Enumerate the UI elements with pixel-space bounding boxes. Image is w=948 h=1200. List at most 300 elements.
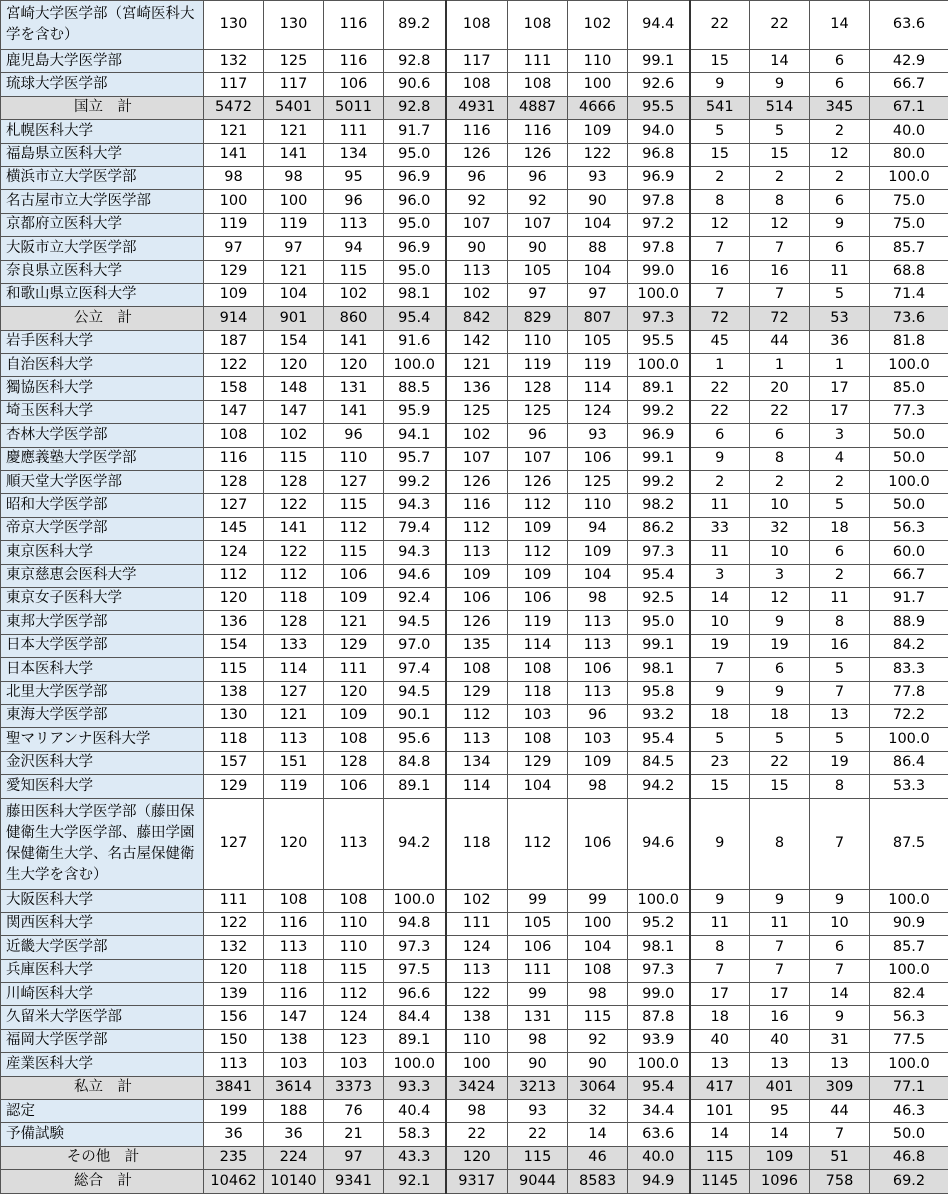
- value-cell: 11: [810, 587, 870, 610]
- value-cell: 5: [810, 728, 870, 751]
- value-cell: 94.6: [384, 564, 446, 587]
- value-cell: 100.0: [628, 1053, 690, 1076]
- value-cell: 53.3: [870, 775, 948, 798]
- value-cell: 7: [810, 1123, 870, 1146]
- value-cell: 76: [324, 1100, 384, 1123]
- value-cell: 125: [568, 471, 628, 494]
- value-cell: 108: [204, 424, 264, 447]
- value-cell: 122: [264, 494, 324, 517]
- value-cell: 100.0: [870, 959, 948, 982]
- value-cell: 130: [264, 1, 324, 50]
- value-cell: 135: [446, 634, 508, 657]
- value-cell: 121: [204, 120, 264, 143]
- value-cell: 98.1: [384, 283, 446, 306]
- table-row: [1, 1029, 948, 1052]
- value-cell: 46.8: [870, 1146, 948, 1169]
- value-cell: 108: [446, 1, 508, 50]
- value-cell: 5: [690, 120, 750, 143]
- value-cell: 9: [750, 73, 810, 96]
- value-cell: 235: [204, 1146, 264, 1169]
- table-row: [1, 681, 948, 704]
- value-cell: 95.0: [628, 611, 690, 634]
- value-cell: 112: [508, 798, 568, 889]
- value-cell: 99.0: [628, 260, 690, 283]
- value-cell: 98.1: [628, 936, 690, 959]
- value-cell: 94.2: [384, 798, 446, 889]
- value-cell: 16: [750, 260, 810, 283]
- value-cell: 9044: [508, 1170, 568, 1193]
- value-cell: 114: [568, 377, 628, 400]
- school-name-cell: 帝京大学医学部: [1, 517, 204, 540]
- value-cell: 108: [508, 658, 568, 681]
- value-cell: 125: [508, 400, 568, 423]
- value-cell: 96.6: [384, 983, 446, 1006]
- value-cell: 44: [810, 1100, 870, 1123]
- value-cell: 6: [810, 50, 870, 73]
- value-cell: 96.0: [384, 190, 446, 213]
- value-cell: 85.0: [870, 377, 948, 400]
- value-cell: 90: [568, 1053, 628, 1076]
- value-cell: 23: [690, 751, 750, 774]
- value-cell: 60.0: [870, 541, 948, 564]
- value-cell: 138: [446, 1006, 508, 1029]
- school-name-cell: 金沢医科大学: [1, 751, 204, 774]
- value-cell: 136: [446, 377, 508, 400]
- value-cell: 97.8: [628, 190, 690, 213]
- value-cell: 112: [264, 564, 324, 587]
- value-cell: 7: [750, 283, 810, 306]
- value-cell: 116: [446, 120, 508, 143]
- value-cell: 95.4: [628, 564, 690, 587]
- value-cell: 99.2: [384, 471, 446, 494]
- value-cell: 1: [810, 354, 870, 377]
- value-cell: 7: [810, 798, 870, 889]
- value-cell: 90: [508, 1053, 568, 1076]
- value-cell: 7: [690, 237, 750, 260]
- value-cell: 22: [690, 377, 750, 400]
- value-cell: 109: [568, 541, 628, 564]
- school-name-cell: 東京医科大学: [1, 541, 204, 564]
- value-cell: 2: [810, 471, 870, 494]
- value-cell: 50.0: [870, 424, 948, 447]
- value-cell: 113: [324, 798, 384, 889]
- value-cell: 86.2: [628, 517, 690, 540]
- value-cell: 119: [568, 354, 628, 377]
- value-cell: 13: [810, 1053, 870, 1076]
- value-cell: 90: [508, 237, 568, 260]
- value-cell: 113: [446, 260, 508, 283]
- value-cell: 79.4: [384, 517, 446, 540]
- value-cell: 109: [750, 1146, 810, 1169]
- value-cell: 7: [750, 936, 810, 959]
- value-cell: 2: [690, 471, 750, 494]
- value-cell: 16: [810, 634, 870, 657]
- school-name-cell: 近畿大学医学部: [1, 936, 204, 959]
- value-cell: 141: [264, 517, 324, 540]
- value-cell: 10462: [204, 1170, 264, 1193]
- value-cell: 107: [508, 447, 568, 470]
- school-name-cell: 岩手医科大学: [1, 330, 204, 353]
- value-cell: 110: [446, 1029, 508, 1052]
- value-cell: 40.0: [628, 1146, 690, 1169]
- value-cell: 100.0: [870, 471, 948, 494]
- value-cell: 157: [204, 751, 264, 774]
- value-cell: 106: [508, 587, 568, 610]
- school-name-cell: 産業医科大学: [1, 1053, 204, 1076]
- value-cell: 147: [264, 1006, 324, 1029]
- value-cell: 18: [690, 704, 750, 727]
- value-cell: 7: [690, 283, 750, 306]
- table-row: [1, 213, 948, 236]
- value-cell: 114: [446, 775, 508, 798]
- value-cell: 85.7: [870, 936, 948, 959]
- value-cell: 121: [446, 354, 508, 377]
- table-row: [1, 166, 948, 189]
- value-cell: 93.2: [628, 704, 690, 727]
- value-cell: 8: [690, 190, 750, 213]
- value-cell: 20: [750, 377, 810, 400]
- value-cell: 18: [750, 704, 810, 727]
- value-cell: 10: [810, 912, 870, 935]
- school-name-cell: 藤田医科大学医学部（藤田保健衛生大学医学部、藤田学園保健衛生大学、名古屋保健衛生大学を含む）: [1, 798, 204, 889]
- value-cell: 7: [690, 959, 750, 982]
- table-row: [1, 751, 948, 774]
- value-cell: 2: [750, 166, 810, 189]
- value-cell: 126: [508, 143, 568, 166]
- value-cell: 2: [810, 120, 870, 143]
- value-cell: 22: [750, 1, 810, 50]
- value-cell: 102: [446, 424, 508, 447]
- value-cell: 100.0: [870, 1053, 948, 1076]
- value-cell: 123: [324, 1029, 384, 1052]
- value-cell: 100.0: [870, 354, 948, 377]
- value-cell: 111: [508, 959, 568, 982]
- value-cell: 56.3: [870, 517, 948, 540]
- value-cell: 12: [690, 213, 750, 236]
- value-cell: 12: [750, 587, 810, 610]
- value-cell: 5: [810, 658, 870, 681]
- value-cell: 120: [204, 587, 264, 610]
- value-cell: 758: [810, 1170, 870, 1193]
- value-cell: 97.3: [628, 541, 690, 564]
- value-cell: 417: [690, 1076, 750, 1099]
- value-cell: 32: [568, 1100, 628, 1123]
- value-cell: 107: [446, 447, 508, 470]
- value-cell: 7: [750, 237, 810, 260]
- value-cell: 33: [690, 517, 750, 540]
- value-cell: 4887: [508, 96, 568, 119]
- value-cell: 13: [810, 704, 870, 727]
- value-cell: 77.8: [870, 681, 948, 704]
- value-cell: 113: [446, 541, 508, 564]
- value-cell: 3: [750, 564, 810, 587]
- value-cell: 109: [324, 587, 384, 610]
- value-cell: 111: [508, 50, 568, 73]
- value-cell: 98: [568, 775, 628, 798]
- value-cell: 12: [810, 143, 870, 166]
- value-cell: 95.2: [628, 912, 690, 935]
- value-cell: 9: [690, 681, 750, 704]
- value-cell: 154: [204, 634, 264, 657]
- value-cell: 94.3: [384, 494, 446, 517]
- value-cell: 122: [568, 143, 628, 166]
- school-name-cell: 私立 計: [1, 1076, 204, 1099]
- value-cell: 11: [750, 912, 810, 935]
- value-cell: 72: [750, 307, 810, 330]
- value-cell: 73.6: [870, 307, 948, 330]
- value-cell: 8: [750, 190, 810, 213]
- value-cell: 3: [690, 564, 750, 587]
- value-cell: 1096: [750, 1170, 810, 1193]
- value-cell: 116: [446, 494, 508, 517]
- value-cell: 97.2: [628, 213, 690, 236]
- value-cell: 84.4: [384, 1006, 446, 1029]
- table-row: [1, 634, 948, 657]
- value-cell: 102: [446, 889, 508, 912]
- value-cell: 92.8: [384, 50, 446, 73]
- value-cell: 81.8: [870, 330, 948, 353]
- value-cell: 109: [324, 704, 384, 727]
- value-cell: 108: [446, 658, 508, 681]
- value-cell: 110: [324, 912, 384, 935]
- value-cell: 31: [810, 1029, 870, 1052]
- value-cell: 115: [324, 959, 384, 982]
- subtotal-row: [1, 1146, 948, 1169]
- value-cell: 148: [264, 377, 324, 400]
- table-row: [1, 889, 948, 912]
- value-cell: 94.1: [384, 424, 446, 447]
- value-cell: 97: [324, 1146, 384, 1169]
- value-cell: 129: [446, 681, 508, 704]
- value-cell: 126: [446, 611, 508, 634]
- value-cell: 127: [264, 681, 324, 704]
- value-cell: 3213: [508, 1076, 568, 1099]
- value-cell: 95.0: [384, 260, 446, 283]
- value-cell: 6: [810, 190, 870, 213]
- value-cell: 14: [810, 983, 870, 1006]
- table-row: [1, 587, 948, 610]
- value-cell: 14: [690, 587, 750, 610]
- value-cell: 11: [690, 541, 750, 564]
- value-cell: 116: [324, 1, 384, 50]
- value-cell: 142: [446, 330, 508, 353]
- value-cell: 14: [750, 1123, 810, 1146]
- value-cell: 94.8: [384, 912, 446, 935]
- value-cell: 96: [324, 424, 384, 447]
- value-cell: 95.7: [384, 447, 446, 470]
- value-cell: 10: [690, 611, 750, 634]
- school-name-cell: 認定: [1, 1100, 204, 1123]
- school-name-cell: 宮崎大学医学部（宮崎医科大学を含む）: [1, 1, 204, 50]
- subtotal-row: [1, 307, 948, 330]
- value-cell: 99.2: [628, 400, 690, 423]
- school-name-cell: 北里大学医学部: [1, 681, 204, 704]
- school-name-cell: 久留米大学医学部: [1, 1006, 204, 1029]
- value-cell: 106: [324, 564, 384, 587]
- value-cell: 121: [264, 260, 324, 283]
- value-cell: 147: [204, 400, 264, 423]
- school-name-cell: 埼玉医科大学: [1, 400, 204, 423]
- value-cell: 188: [264, 1100, 324, 1123]
- value-cell: 124: [324, 1006, 384, 1029]
- school-name-cell: 福岡大学医学部: [1, 1029, 204, 1052]
- value-cell: 93: [568, 424, 628, 447]
- value-cell: 102: [324, 283, 384, 306]
- value-cell: 94.0: [628, 120, 690, 143]
- value-cell: 88.9: [870, 611, 948, 634]
- value-cell: 6: [810, 541, 870, 564]
- value-cell: 40.4: [384, 1100, 446, 1123]
- value-cell: 125: [446, 400, 508, 423]
- value-cell: 121: [264, 120, 324, 143]
- value-cell: 68.8: [870, 260, 948, 283]
- value-cell: 95.6: [384, 728, 446, 751]
- value-cell: 89.1: [628, 377, 690, 400]
- value-cell: 5: [750, 120, 810, 143]
- value-cell: 42.9: [870, 50, 948, 73]
- school-name-cell: 聖マリアンナ医科大学: [1, 728, 204, 751]
- value-cell: 110: [508, 330, 568, 353]
- value-cell: 115: [324, 541, 384, 564]
- value-cell: 122: [264, 541, 324, 564]
- school-name-cell: 奈良県立医科大学: [1, 260, 204, 283]
- value-cell: 102: [568, 1, 628, 50]
- value-cell: 309: [810, 1076, 870, 1099]
- value-cell: 109: [568, 120, 628, 143]
- table-row: [1, 611, 948, 634]
- value-cell: 69.2: [870, 1170, 948, 1193]
- value-cell: 9: [750, 889, 810, 912]
- school-name-cell: 獨協医科大学: [1, 377, 204, 400]
- value-cell: 112: [446, 517, 508, 540]
- value-cell: 115: [690, 1146, 750, 1169]
- value-cell: 82.4: [870, 983, 948, 1006]
- value-cell: 100: [204, 190, 264, 213]
- value-cell: 117: [204, 73, 264, 96]
- value-cell: 15: [750, 775, 810, 798]
- value-cell: 19: [690, 634, 750, 657]
- table-row: [1, 564, 948, 587]
- value-cell: 103: [264, 1053, 324, 1076]
- value-cell: 103: [324, 1053, 384, 1076]
- table-row: [1, 237, 948, 260]
- value-cell: 96.8: [628, 143, 690, 166]
- value-cell: 15: [750, 143, 810, 166]
- value-cell: 6: [810, 237, 870, 260]
- value-cell: 19: [810, 751, 870, 774]
- value-cell: 90.6: [384, 73, 446, 96]
- value-cell: 18: [810, 517, 870, 540]
- value-cell: 105: [508, 912, 568, 935]
- value-cell: 119: [264, 775, 324, 798]
- value-cell: 120: [324, 681, 384, 704]
- value-cell: 50.0: [870, 1123, 948, 1146]
- school-name-cell: 慶應義塾大学医学部: [1, 447, 204, 470]
- value-cell: 86.4: [870, 751, 948, 774]
- value-cell: 99: [568, 889, 628, 912]
- value-cell: 118: [264, 587, 324, 610]
- value-cell: 116: [508, 120, 568, 143]
- table-row: [1, 1123, 948, 1146]
- value-cell: 14: [690, 1123, 750, 1146]
- value-cell: 116: [324, 50, 384, 73]
- value-cell: 16: [750, 1006, 810, 1029]
- value-cell: 9: [690, 447, 750, 470]
- school-name-cell: 京都府立医科大学: [1, 213, 204, 236]
- table-row: [1, 120, 948, 143]
- value-cell: 100.0: [870, 166, 948, 189]
- value-cell: 16: [690, 260, 750, 283]
- table-row: [1, 190, 948, 213]
- school-name-cell: 札幌医科大学: [1, 120, 204, 143]
- value-cell: 100: [568, 912, 628, 935]
- value-cell: 95.5: [628, 330, 690, 353]
- value-cell: 9: [810, 889, 870, 912]
- value-cell: 118: [264, 959, 324, 982]
- value-cell: 104: [568, 260, 628, 283]
- value-cell: 98: [508, 1029, 568, 1052]
- value-cell: 63.6: [628, 1123, 690, 1146]
- value-cell: 113: [324, 213, 384, 236]
- value-cell: 125: [264, 50, 324, 73]
- school-name-cell: 名古屋市立大学医学部: [1, 190, 204, 213]
- value-cell: 75.0: [870, 213, 948, 236]
- value-cell: 22: [690, 1, 750, 50]
- value-cell: 127: [324, 471, 384, 494]
- value-cell: 3424: [446, 1076, 508, 1099]
- value-cell: 100.0: [384, 354, 446, 377]
- value-cell: 114: [264, 658, 324, 681]
- value-cell: 104: [264, 283, 324, 306]
- value-cell: 22: [446, 1123, 508, 1146]
- value-cell: 40: [690, 1029, 750, 1052]
- value-cell: 139: [204, 983, 264, 1006]
- value-cell: 115: [324, 260, 384, 283]
- table-row: [1, 704, 948, 727]
- value-cell: 88.5: [384, 377, 446, 400]
- value-cell: 110: [568, 50, 628, 73]
- value-cell: 2: [810, 564, 870, 587]
- value-cell: 130: [204, 1, 264, 50]
- school-name-cell: 杏林大学医学部: [1, 424, 204, 447]
- value-cell: 5: [690, 728, 750, 751]
- school-name-cell: 愛知医科大学: [1, 775, 204, 798]
- value-cell: 105: [508, 260, 568, 283]
- value-cell: 860: [324, 307, 384, 330]
- school-name-cell: 公立 計: [1, 307, 204, 330]
- value-cell: 84.5: [628, 751, 690, 774]
- value-cell: 842: [446, 307, 508, 330]
- value-cell: 99.1: [628, 447, 690, 470]
- value-cell: 95.8: [628, 681, 690, 704]
- school-name-cell: 昭和大学医学部: [1, 494, 204, 517]
- value-cell: 121: [264, 704, 324, 727]
- school-name-cell: 予備試験: [1, 1123, 204, 1146]
- value-cell: 106: [324, 775, 384, 798]
- value-cell: 32: [750, 517, 810, 540]
- value-cell: 91.7: [870, 587, 948, 610]
- value-cell: 113: [204, 1053, 264, 1076]
- value-cell: 2: [750, 471, 810, 494]
- value-cell: 80.0: [870, 143, 948, 166]
- value-cell: 132: [204, 50, 264, 73]
- value-cell: 90.1: [384, 704, 446, 727]
- value-cell: 85.7: [870, 237, 948, 260]
- value-cell: 119: [264, 213, 324, 236]
- table-row: [1, 354, 948, 377]
- value-cell: 8: [810, 775, 870, 798]
- value-cell: 10140: [264, 1170, 324, 1193]
